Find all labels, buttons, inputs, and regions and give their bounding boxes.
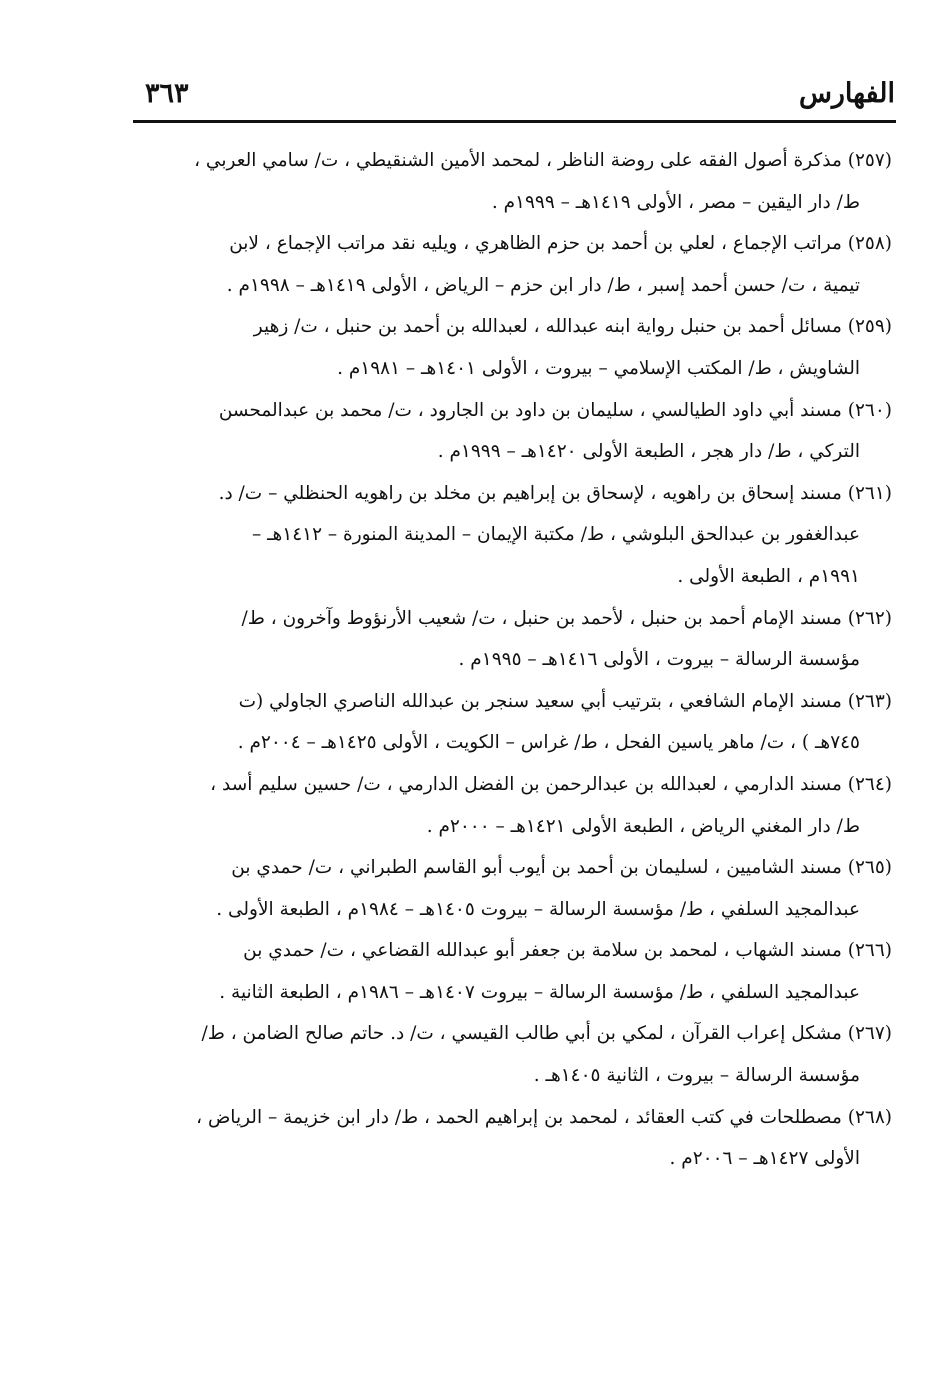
bibliography-entry — [140, 1097, 892, 1180]
entry-text: مراتب الإجماع ، لعلي بن أحمد بن حزم الظاهري ، ويليه نقد مراتب الإجماع ، لابن — [229, 233, 842, 255]
entry-text: الشاويش ، ط/ المكتب الإسلامي – بيروت ، الأولى ١٤٠١هـ – ١٩٨١م . — [337, 357, 860, 379]
entry-text: مذكرة أصول الفقه على روضة الناظر ، لمحمد الأمين الشنقيطي ، ت/ سامي العربي ، — [194, 150, 842, 171]
entry-text: ٧٤٥هـ ) ، ت/ ماهر ياسين الفحل ، ط/ غراس – الكويت ، الأولى ١٤٢٥هـ – ٢٠٠٤م . — [237, 732, 860, 754]
entry-text: مسند الشاميين ، لسليمان بن أحمد بن أيوب أبو القاسم الطبراني ، ت/ حمدي بن — [231, 857, 842, 879]
entry-text: عبدالغفور بن عبدالحق البلوشي ، ط/ مكتبة الإيمان – المدينة المنورة – ١٤١٢هـ – — [251, 524, 860, 546]
entry-number: (٢٦٠) — [847, 399, 892, 421]
entry-continuation-line — [140, 889, 892, 931]
entry-number: (٢٦٧) — [847, 1023, 892, 1045]
bibliography-list — [140, 140, 892, 1180]
entry-text: الأولى ١٤٢٧هـ – ٢٠٠٦م . — [669, 1148, 860, 1170]
entry-first-line — [140, 1097, 892, 1139]
bibliography-entry — [140, 930, 892, 1013]
header-divider — [133, 120, 896, 123]
entry-number: (٢٦٨) — [847, 1106, 892, 1128]
entry-text: مؤسسة الرسالة – بيروت ، الأولى ١٤١٦هـ – ١٩٩٥م . — [458, 649, 860, 671]
section-title: الفهارس — [798, 78, 895, 109]
entry-number: (٢٦٣) — [847, 690, 892, 712]
entry-text: ط/ دار اليقين – مصر ، الأولى ١٤١٩هـ – ١٩٩٩م . — [491, 191, 860, 213]
bibliography-entry — [140, 1013, 892, 1096]
bibliography-entry — [140, 681, 892, 764]
entry-text: التركي ، ط/ دار هجر ، الطبعة الأولى ١٤٢٠هـ – ١٩٩٩م . — [437, 441, 860, 463]
entry-number: (٢٦٦) — [847, 940, 892, 962]
entry-text: عبدالمجيد السلفي ، ط/ مؤسسة الرسالة – بيروت ١٤٠٥هـ – ١٩٨٤م ، الطبعة الأولى . — [216, 898, 860, 920]
entry-first-line — [140, 473, 892, 515]
entry-text: مسند أبي داود الطيالسي ، سليمان بن داود بن الجارود ، ت/ محمد بن عبدالمحسن — [218, 399, 842, 421]
entry-continuation-line — [140, 1055, 892, 1097]
bibliography-entry — [140, 764, 892, 847]
page-header — [135, 76, 895, 116]
entry-text: مسند الشهاب ، لمحمد بن سلامة بن جعفر أبو عبدالله القضاعي ، ت/ حمدي بن — [243, 940, 842, 962]
entry-number: (٢٦٤) — [847, 773, 892, 795]
entry-text: مؤسسة الرسالة – بيروت ، الثانية ١٤٠٥هـ . — [533, 1065, 860, 1087]
bibliography-entry — [140, 140, 892, 223]
entry-text: ط/ دار المغني الرياض ، الطبعة الأولى ١٤٢١هـ – ٢٠٠٠م . — [426, 815, 860, 837]
entry-first-line — [140, 140, 892, 182]
entry-first-line — [140, 930, 892, 972]
entry-text: مشكل إعراب القرآن ، لمكي بن أبي طالب القيسي ، ت/ د. حاتم صالح الضامن ، ط/ — [201, 1023, 842, 1045]
entry-first-line — [140, 847, 892, 889]
bibliography-entry — [140, 390, 892, 473]
entry-continuation-line — [140, 514, 892, 556]
entry-continuation-line — [140, 722, 892, 764]
entry-continuation-line — [140, 972, 892, 1014]
entry-first-line — [140, 390, 892, 432]
entry-text: مسند الإمام أحمد بن حنبل ، لأحمد بن حنبل ، ت/ شعيب الأرنؤوط وآخرون ، ط/ — [241, 607, 842, 629]
entry-first-line — [140, 306, 892, 348]
bibliography-entry — [140, 847, 892, 930]
entry-continuation-line — [140, 556, 892, 598]
bibliography-entry — [140, 473, 892, 598]
entry-text: مسند الدارمي ، لعبدالله بن عبدالرحمن بن الفضل الدارمي ، ت/ حسين سليم أسد ، — [210, 773, 842, 795]
entry-number: (٢٥٧) — [847, 150, 892, 171]
entry-continuation-line — [140, 1138, 892, 1180]
entry-text: مصطلحات في كتب العقائد ، لمحمد بن إبراهيم الحمد ، ط/ دار ابن خزيمة – الرياض ، — [196, 1106, 842, 1128]
entry-continuation-line — [140, 431, 892, 473]
bibliography-entry — [140, 223, 892, 306]
entry-continuation-line — [140, 348, 892, 390]
entry-number: (٢٦٥) — [847, 857, 892, 879]
entry-first-line — [140, 598, 892, 640]
entry-continuation-line — [140, 806, 892, 848]
entry-text: عبدالمجيد السلفي ، ط/ مؤسسة الرسالة – بيروت ١٤٠٧هـ – ١٩٨٦م ، الطبعة الثانية . — [219, 981, 860, 1003]
entry-continuation-line — [140, 265, 892, 307]
entry-text: مسائل أحمد بن حنبل رواية ابنه عبدالله ، لعبدالله بن أحمد بن حنبل ، ت/ زهير — [253, 316, 842, 338]
page-number: ٣٦٣ — [145, 78, 189, 109]
entry-number: (٢٦٢) — [847, 607, 892, 629]
entry-first-line — [140, 223, 892, 265]
bibliography-entry — [140, 306, 892, 389]
entry-first-line — [140, 681, 892, 723]
entry-text: تيمية ، ت/ حسن أحمد إسبر ، ط/ دار ابن حزم – الرياض ، الأولى ١٤١٩هـ – ١٩٩٨م . — [226, 274, 860, 296]
entry-continuation-line — [140, 639, 892, 681]
entry-first-line — [140, 1013, 892, 1055]
entry-first-line — [140, 764, 892, 806]
bibliography-entry — [140, 598, 892, 681]
entry-number: (٢٥٨) — [847, 233, 892, 255]
entry-number: (٢٦١) — [847, 482, 892, 504]
entry-text: مسند إسحاق بن راهويه ، لإسحاق بن إبراهيم بن مخلد بن راهويه الحنظلي – ت/ د. — [218, 482, 842, 504]
entry-continuation-line — [140, 182, 892, 224]
entry-text: ١٩٩١م ، الطبعة الأولى . — [677, 565, 860, 587]
entry-text: مسند الإمام الشافعي ، بترتيب أبي سعيد سنجر بن عبدالله الناصري الجاولي (ت — [238, 690, 842, 712]
entry-number: (٢٥٩) — [847, 316, 892, 338]
